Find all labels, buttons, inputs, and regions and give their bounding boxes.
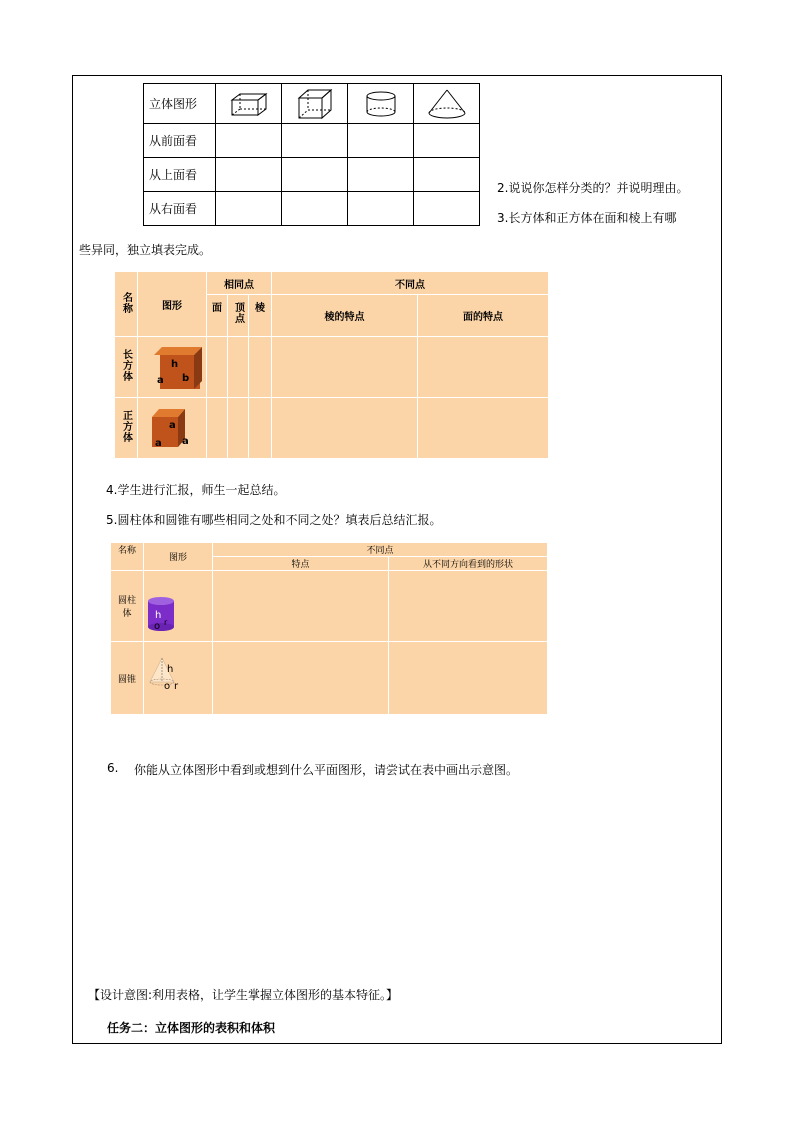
edge-feature-header: 棱的特点 — [272, 295, 418, 337]
cone-figure — [144, 642, 213, 715]
row-name-cube: 正方体 — [115, 398, 138, 459]
answer-cell[interactable] — [249, 337, 272, 398]
question-6-number: 6. — [107, 761, 119, 775]
answer-cell[interactable] — [207, 337, 228, 398]
question-3-line1: 3.长方体和正方体在面和棱上有哪 — [497, 211, 677, 225]
question-6: 你能从立体图形中看到或想到什么平面图形，请尝试在表中画出示意图。 — [134, 763, 519, 777]
cuboid-figure — [138, 337, 207, 398]
cube-icon — [282, 84, 348, 124]
row-label-front: 从前面看 — [144, 124, 216, 158]
answer-cell[interactable] — [272, 398, 418, 459]
label-o: o — [164, 681, 171, 692]
cylinder-cone-table — [110, 542, 548, 715]
edge-header: 棱 — [249, 295, 272, 337]
answer-cell[interactable] — [282, 192, 348, 226]
cuboid-cube-table — [114, 271, 549, 459]
answer-cell[interactable] — [414, 192, 480, 226]
figure-header: 图形 — [138, 272, 207, 337]
same-header: 相同点 — [207, 272, 272, 295]
views-table — [143, 83, 480, 226]
label-o: o — [154, 621, 161, 632]
design-intent: 【设计意图:利用表格，让学生掌握立体图形的基本特征。】 — [88, 988, 399, 1002]
answer-cell[interactable] — [216, 158, 282, 192]
question-5: 5.圆柱体和圆锥有哪些相同之处和不同之处？填表后总结汇报。 — [106, 513, 442, 527]
answer-cell[interactable] — [414, 158, 480, 192]
answer-cell[interactable] — [216, 124, 282, 158]
question-2: 2.说说你怎样分类的？并说明理由。 — [497, 181, 689, 195]
answer-cell[interactable] — [282, 124, 348, 158]
row-name-cone: 圆锥 — [111, 642, 144, 715]
answer-cell[interactable] — [213, 571, 389, 642]
question-3-line2: 些异同，独立填表完成。 — [79, 243, 212, 257]
answer-cell[interactable] — [213, 642, 389, 715]
answer-cell[interactable] — [389, 571, 548, 642]
cuboid-icon — [216, 84, 282, 124]
label-b: b — [182, 373, 190, 384]
vertex-header: 顶点 — [228, 295, 249, 337]
diff-header: 不同点 — [272, 272, 549, 295]
label-a: a — [157, 375, 164, 386]
cylinder-icon — [348, 84, 414, 124]
label-h: h — [171, 359, 179, 370]
figure-header: 图形 — [144, 543, 213, 571]
name-header: 名称 — [111, 543, 144, 571]
row-label-right: 从右面看 — [144, 192, 216, 226]
answer-cell[interactable] — [418, 398, 549, 459]
answer-cell[interactable] — [249, 398, 272, 459]
label-h: h — [167, 664, 174, 675]
diff-header: 不同点 — [213, 543, 548, 557]
answer-cell[interactable] — [389, 642, 548, 715]
answer-cell[interactable] — [348, 158, 414, 192]
row-label-shapes: 立体图形 — [144, 84, 216, 124]
row-name-cylinder: 圆柱体 — [111, 571, 144, 642]
answer-cell[interactable] — [282, 158, 348, 192]
row-label-top: 从上面看 — [144, 158, 216, 192]
answer-cell[interactable] — [414, 124, 480, 158]
face-feature-header: 面的特点 — [418, 295, 549, 337]
label-a: a — [155, 438, 162, 449]
label-h: h — [155, 610, 162, 621]
answer-cell[interactable] — [228, 337, 249, 398]
answer-cell[interactable] — [216, 192, 282, 226]
label-a: a — [182, 436, 189, 447]
label-r: r — [164, 618, 168, 627]
feature-header: 特点 — [213, 557, 389, 571]
answer-cell[interactable] — [272, 337, 418, 398]
answer-cell[interactable] — [348, 192, 414, 226]
task-2-heading: 任务二：立体图形的表积和体积 — [107, 1021, 276, 1035]
answer-cell[interactable] — [228, 398, 249, 459]
label-r: r — [174, 681, 179, 692]
face-header: 面 — [207, 295, 228, 337]
cylinder-figure — [144, 571, 213, 642]
view-shape-header: 从不同方向看到的形状 — [389, 557, 548, 571]
name-header: 名称 — [115, 272, 138, 337]
question-4: 4.学生进行汇报，师生一起总结。 — [106, 483, 286, 497]
label-a: a — [169, 420, 176, 431]
row-name-cuboid: 长方体 — [115, 337, 138, 398]
cone-icon — [414, 84, 480, 124]
answer-cell[interactable] — [418, 337, 549, 398]
answer-cell[interactable] — [348, 124, 414, 158]
cube-figure — [138, 398, 207, 459]
answer-cell[interactable] — [207, 398, 228, 459]
